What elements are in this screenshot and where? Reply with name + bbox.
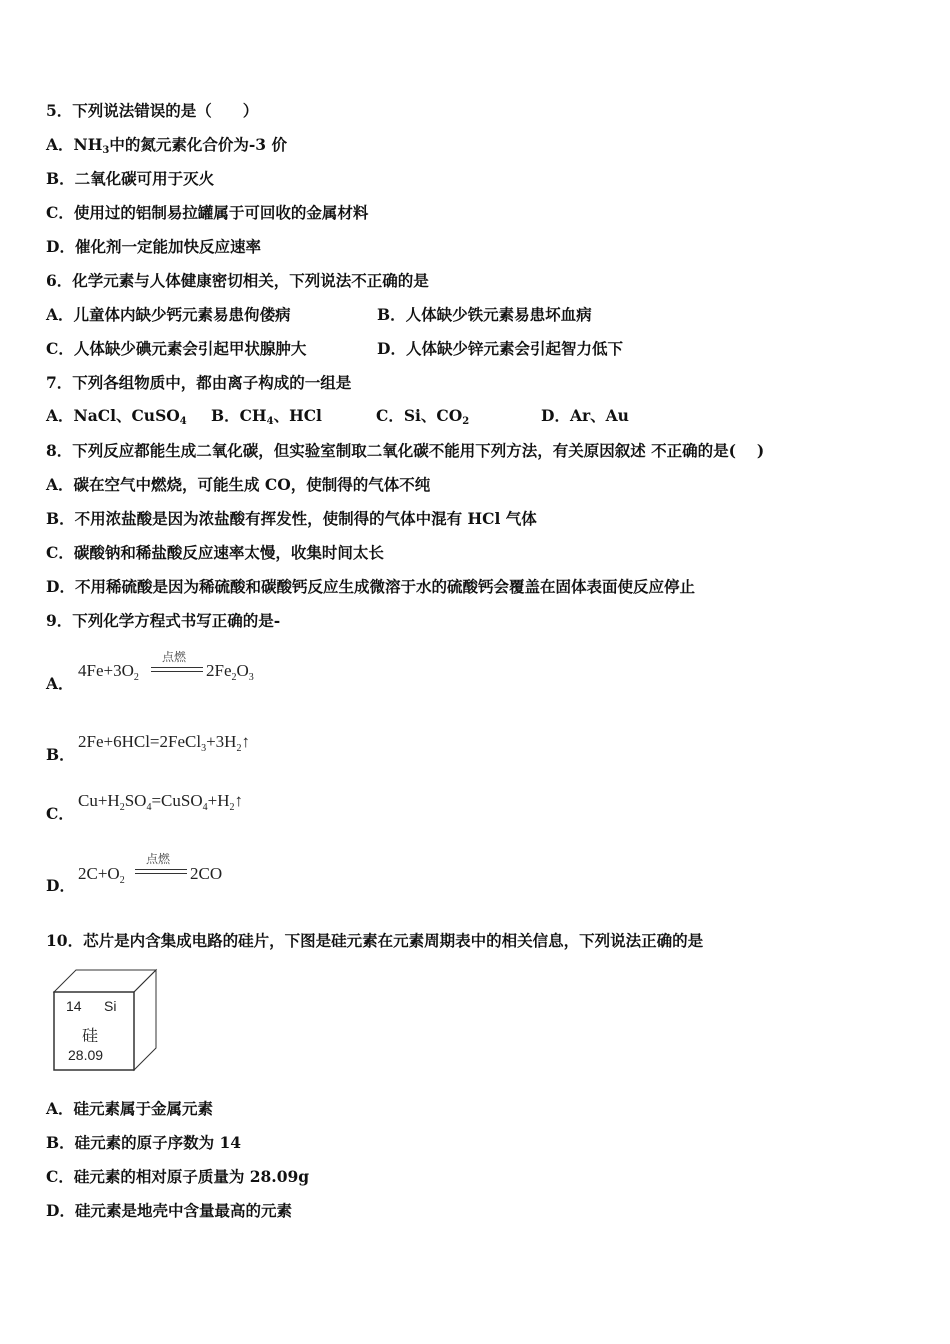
- q9-option-b-label: B．: [46, 745, 75, 764]
- q7-option-d: D．Ar、Au: [541, 406, 629, 425]
- q5-option-d: D．催化剂一定能加快反应速率: [46, 237, 261, 256]
- q9-equation-d-right: 2CO: [190, 864, 223, 883]
- q7-stem: 7．下列各组物质中，都由离子构成的一组是: [46, 373, 352, 392]
- q9-equation-d-equals: [135, 869, 187, 874]
- q8-option-a: A．碳在空气中燃烧，可能生成 CO，使制得的气体不纯: [46, 475, 431, 494]
- silicon-element-tile: [52, 968, 158, 1072]
- q10-option-a: A．硅元素属于金属元素: [46, 1099, 214, 1118]
- q9-stem: 9．下列化学方程式书写正确的是-: [46, 611, 281, 630]
- q9-equation-a-left: $4Fe+3O_2$: [78, 661, 139, 683]
- element-atomic-number: 14: [66, 998, 82, 1014]
- q5-option-a: A．$NH_3$中的氮元素化合价为-3 价: [46, 135, 287, 156]
- q9-equation-a-condition: 点燃: [162, 650, 187, 664]
- q9-equation-a-equals: [151, 667, 203, 672]
- q10-stem: 10．芯片是内含集成电路的硅片，下图是硅元素在元素周期表中的相关信息，下列说法正确的是: [46, 931, 704, 950]
- q5-stem: 5．下列说法错误的是（ ）: [46, 101, 259, 120]
- q6-option-c: C．人体缺少碘元素会引起甲状腺肿大: [46, 339, 307, 358]
- q6-option-b: B．人体缺少铁元素易患坏血病: [377, 305, 592, 324]
- q6-stem: 6．化学元素与人体健康密切相关，下列说法不正确的是: [46, 271, 429, 290]
- q10-option-d: D．硅元素是地壳中含量最高的元素: [46, 1201, 292, 1220]
- q6-option-d: D．人体缺少锌元素会引起智力低下: [377, 339, 623, 358]
- q5-option-b: B．二氧化碳可用于灭火: [46, 169, 215, 188]
- q8-option-c: C．碳酸钠和稀盐酸反应速率太慢，收集时间太长: [46, 543, 384, 562]
- q7-option-c: C．Si、$CO_2$: [376, 406, 470, 427]
- q8-stem: 8．下列反应都能生成二氧化碳，但实验室制取二氧化碳不能用下列方法，有关原因叙述 不正确的是( ): [46, 441, 765, 460]
- q8-option-d: D．不用稀硫酸是因为稀硫酸和碳酸钙反应生成微溶于水的硫酸钙会覆盖在固体表面使反应停止: [46, 577, 695, 596]
- q9-equation-d-left: $2C+O_2$: [78, 864, 125, 886]
- q9-option-d-label: D．: [46, 876, 75, 895]
- element-symbol: Si: [104, 998, 117, 1014]
- q9-option-c-label: C．: [46, 804, 74, 823]
- q9-equation-c: $Cu+H_2SO_4=CuSO_4+H_2↑$: [78, 791, 243, 813]
- q9-equation-d-condition: 点燃: [146, 852, 171, 866]
- q7-option-b: B．$CH_4$、HCl: [211, 406, 322, 427]
- q6-option-a: A．儿童体内缺少钙元素易患佝偻病: [46, 305, 291, 324]
- element-atomic-mass: 28.09: [68, 1047, 104, 1063]
- q9-option-a-label: A．: [46, 674, 74, 693]
- q10-option-b: B．硅元素的原子序数为 14: [46, 1133, 242, 1152]
- q8-option-b: B．不用浓盐酸是因为浓盐酸有挥发性，使制得的气体中混有 HCl 气体: [46, 509, 537, 528]
- q9-equation-b: $2Fe+6HCl=2FeCl_3+3H_2↑$: [78, 732, 250, 754]
- element-name: 硅: [82, 1026, 99, 1045]
- q10-option-c: C．硅元素的相对原子质量为 28.09g: [46, 1167, 310, 1186]
- q9-equation-a-right: $2Fe_2O_3$: [206, 661, 254, 683]
- q5-option-c: C．使用过的铝制易拉罐属于可回收的金属材料: [46, 203, 369, 222]
- q7-option-a: A．NaCl、CuSO$_4$: [46, 406, 187, 427]
